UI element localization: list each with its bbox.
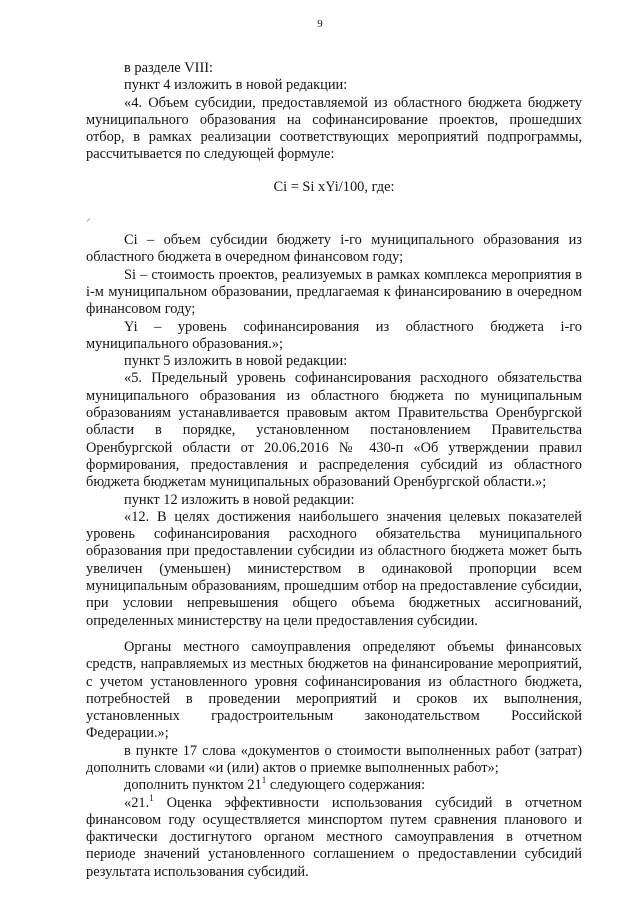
superscript: 1	[261, 775, 267, 786]
paragraph-item12-heading: пункт 12 изложить в новой редакции:	[124, 491, 355, 508]
paragraph-si-definition: Si – стоимость проектов, реализуемых в рамках комплекса мероприятия в i-м муниципальном образовании, предлагаемая к финансированию в очередном финансовом году;	[86, 266, 582, 318]
item21-text: Оценка эффективности использования субсидий в отчетном финансовом году осуществляется минспортом путем сравнения планового и фактически достигнутого органом местного самоуправления в отчетном периоде значений установленного соглашением о предоставлении субсидий результата использования субсидий.	[86, 794, 582, 880]
paragraph-section: в разделе VIII:	[124, 60, 214, 76]
document-body	[86, 60, 582, 881]
formula: Ci = Si xYi/100, где:	[273, 178, 395, 195]
paragraph-item5-heading: пункт 5 изложить в новой редакции:	[124, 353, 348, 370]
paragraph-item21-heading	[86, 777, 582, 794]
paragraph-ci-definition: Ci – объем субсидии бюджету i-го муниципального образования из областного бюджета в очередном финансовом году;	[86, 232, 582, 266]
paragraph-yi-definition: Yi – уровень софинансирования из областного бюджета i-го муниципального образования.»;	[86, 318, 582, 352]
item21-heading-suffix: следующего содержания:	[266, 777, 426, 794]
scan-mark: ⸝	[86, 213, 91, 224]
page-number: 9	[317, 18, 323, 30]
paragraph-item17: в пункте 17 слова «документов о стоимости выполненных работ (затрат) дополнить словами «и (или) актов о приемке выполненных работ»;	[86, 742, 582, 776]
superscript: 1	[149, 792, 154, 803]
item21-number: «21.	[124, 794, 150, 811]
paragraph-item12: «12. В целях достижения наибольшего значения целевых показателей уровень софинансирования расходного обязательства муниципального образования при предоставлении субсидии из областного бюджета может быть увеличен (уменьшен) министерством в одинаковой пропорции всем муниципальным образованиям, прошедшим отбор на предоставление субсидии, при условии непревышения общего объема бюджетных ассигнований, определенных министерству на цели предоставления субсидии.	[86, 508, 582, 629]
paragraph-local-authorities: Органы местного самоуправления определяют объемы финансовых средств, направляемых из местных бюджетов на финансирование мероприятий, с учетом установленного уровня софинансирования из областного бюджета, потребностей в проведении мероприятий и сроков их выполнения, установленных градостроительным законодательством Российской Федерации.»;	[86, 638, 582, 742]
paragraph-item4-heading: пункт 4 изложить в новой редакции:	[124, 77, 348, 94]
paragraph-item21	[86, 792, 582, 881]
paragraph-item5: «5. Предельный уровень софинансирования расходного обязательства муниципального образования из областного бюджета по муниципальным образованиям устанавливается правовым актом Правительства Оренбургской области в порядке, установленном постановлением Правительства Оренбургской области от 20.06.2016 № 430-п «Об утверждении правил формирования, предоставления и распределения субсидий из областного бюджета бюджетам муниципальных образований Оренбургской области.»;	[86, 370, 582, 491]
item21-heading-text: дополнить пунктом 21	[124, 777, 262, 794]
paragraph-item4: «4. Объем субсидии, предоставляемой из областного бюджета бюджету муниципального образования на софинансирование проектов, прошедших отбор, в рамках реализации соответствующих мероприятий подпрограммы, рассчитывается по следующей формуле:	[86, 94, 582, 163]
